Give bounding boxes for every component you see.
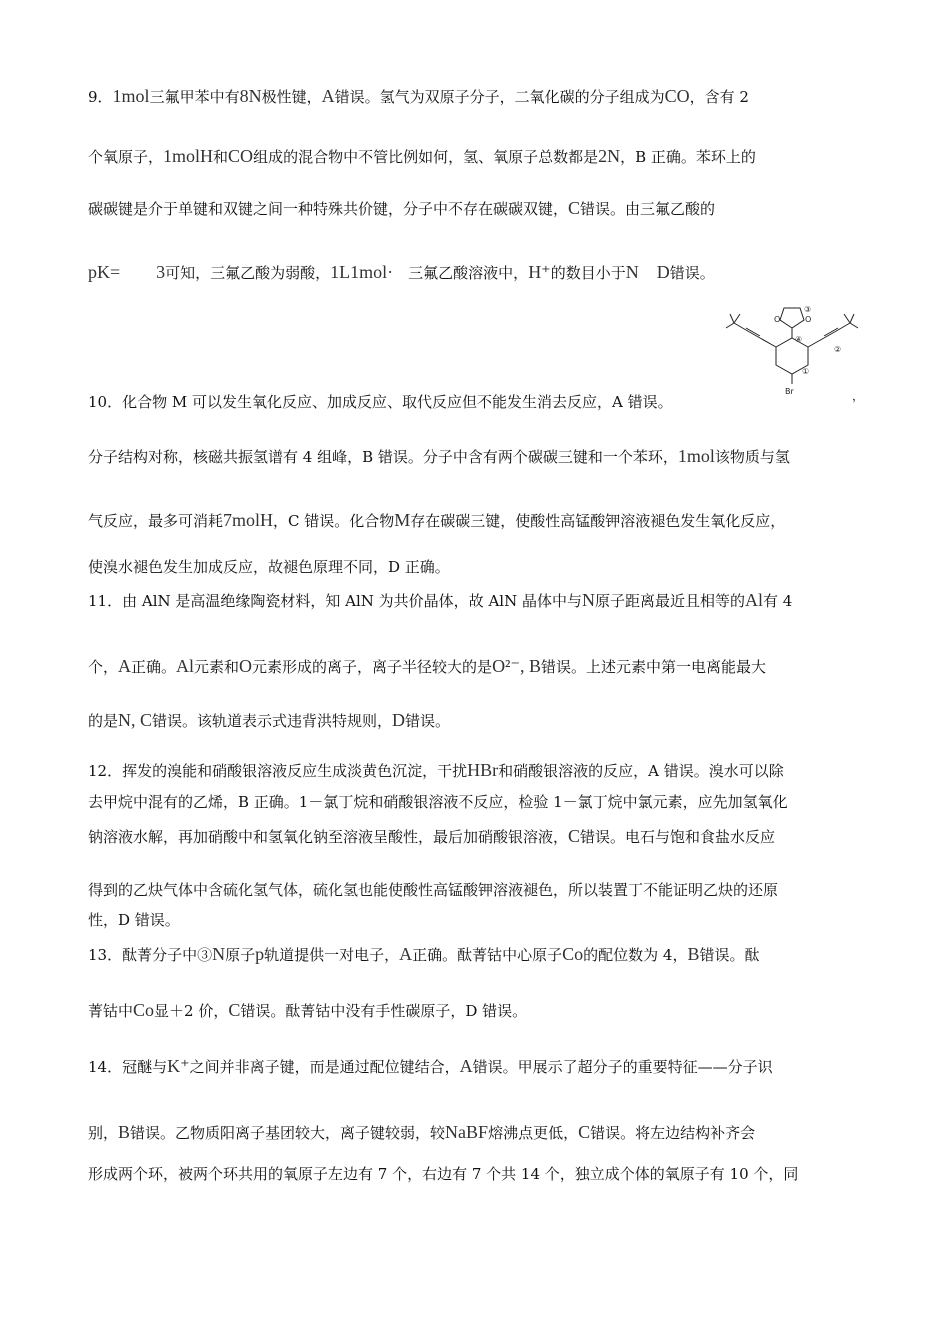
- formula-span: CO: [228, 146, 254, 166]
- formula-span: C: [568, 826, 581, 846]
- formula-span: 2N: [598, 146, 621, 166]
- formula-span: B: [118, 1122, 131, 1142]
- text-span: 正确。酞菁钴中心原子: [412, 946, 563, 964]
- text-line: [88, 392, 673, 412]
- text-span: 菁钴中: [88, 1002, 134, 1020]
- text-span: 错误。由三氟乙酸的: [580, 200, 716, 218]
- text-span: 性，D 错误。: [88, 911, 180, 929]
- position-label-2: ②: [834, 345, 842, 354]
- formula-span: N: [212, 944, 226, 964]
- formula-span: Co: [133, 1000, 155, 1020]
- formula-span: A: [118, 656, 132, 676]
- formula-span: = 3: [110, 262, 166, 282]
- text-span: 有 4: [762, 592, 793, 610]
- text-span: 11．由 AlN 是高温绝缘陶瓷材料，知 AlN 为共价晶体，故 AlN 晶体中与: [88, 592, 582, 610]
- position-label-4: ④: [795, 335, 803, 344]
- text-line: [88, 557, 450, 577]
- formula-span: B: [687, 944, 700, 964]
- text-span: 和: [213, 148, 229, 166]
- formula-span: N D: [625, 262, 670, 282]
- text-span: 错误。氢气为双原子分子，二氧化碳的分子组成为: [334, 88, 665, 106]
- text-span: 轨道提供一对电子，: [264, 946, 400, 964]
- text-span: 别，: [88, 1124, 119, 1142]
- text-span: 原子距离最近且相等的: [594, 592, 745, 610]
- text-line: [88, 86, 749, 107]
- text-span: 去甲烷中混有的乙烯，B 正确。1－氯丁烷和硝酸银溶液不反应，检验 1－氯丁烷中氯元素，应先加氢氧化: [88, 793, 788, 811]
- position-label-3: ③: [804, 305, 812, 314]
- formula-span: CO: [664, 86, 690, 106]
- text-span: 的配位数为 4，: [583, 946, 688, 964]
- text-span: 可知，三氟乙酸为弱酸，: [165, 264, 331, 282]
- text-span: 12．挥发的溴能和硝酸银溶液反应生成淡黄色沉淀，干扰: [88, 762, 468, 780]
- formula-span: p: [255, 944, 265, 964]
- text-span: 错误。甲展示了超分子的重要特征——分子识: [472, 1058, 773, 1076]
- formula-span: C: [568, 198, 581, 218]
- text-span: 之间并非离子键，而是通过配位键结合，: [189, 1058, 460, 1076]
- text-line: [88, 1122, 755, 1143]
- formula-span: A: [459, 1056, 473, 1076]
- formula-span: Co: [562, 944, 584, 964]
- text-span: 错误。酞: [699, 946, 760, 964]
- text-span: 错误。电石与饱和食盐水反应: [580, 828, 776, 846]
- text-span: 组成的混合物中不管比例如何，氢、氧原子总数都是: [253, 148, 599, 166]
- dioxolane-ring: [780, 308, 804, 328]
- text-span: 得到的乙炔气体中含硫化氢气体，硫化氢也能使酸性高锰酸钾溶液褪色，所以装置丁不能证明乙炔的还原: [88, 881, 779, 899]
- text-span: 错误。: [669, 264, 715, 282]
- formula-span: NaBF: [445, 1122, 489, 1142]
- text-span: 个，: [88, 658, 119, 676]
- text-span: 错误。该轨道表示式违背洪特规则，: [152, 712, 393, 730]
- text-line: [88, 792, 788, 812]
- text-span: 9．: [88, 88, 113, 106]
- formula-span: C: [578, 1122, 591, 1142]
- formula-span: HBr: [467, 760, 499, 780]
- formula-span: K⁺: [167, 1056, 190, 1076]
- text-span: 13．酞菁分子中③: [88, 946, 213, 964]
- text-span: 元素和: [194, 658, 240, 676]
- text-line: [88, 198, 715, 219]
- formula-span: 7molH: [223, 510, 274, 530]
- text-span: 14．冠醚与: [88, 1058, 168, 1076]
- text-span: 三氟乙酸溶液中，: [393, 264, 529, 282]
- text-span: 碳碳键是介于单键和双键之间一种特殊共价键，分子中不存在碳碳双键，: [88, 200, 569, 218]
- text-span: 的是: [88, 712, 119, 730]
- oxygen-label-left: O: [774, 315, 781, 324]
- formula-span: 1mol: [677, 446, 715, 466]
- text-span: 错误。将左边结构补齐会: [590, 1124, 756, 1142]
- formula-span: pK: [88, 262, 110, 282]
- text-span: 和硝酸银溶液的反应，A 错误。溴水可以除: [498, 762, 784, 780]
- text-line: [88, 944, 760, 965]
- formula-span: O²⁻, B: [492, 656, 541, 676]
- text-line: [88, 590, 792, 611]
- text-span: 正确。: [131, 658, 177, 676]
- formula-span: 8N: [239, 86, 262, 106]
- text-line: [88, 910, 180, 930]
- text-span: 使溴水褪色发生加成反应，故褪色原理不同，D 正确。: [88, 558, 450, 576]
- formula-span: H⁺: [528, 262, 551, 282]
- text-line: [88, 262, 715, 283]
- text-span: 错误。乙物质阳离子基团较大，离子键较弱，较: [130, 1124, 446, 1142]
- text-span: 形成两个环，被两个环共用的氧原子左边有 7 个，右边有 7 个共 14 个，独立成个体的氧原子有 10 个，同: [88, 1165, 799, 1183]
- oxygen-label-right: O: [805, 315, 812, 324]
- compound-m-structure: [722, 300, 865, 420]
- formula-span: 1L1mol·: [330, 262, 394, 282]
- formula-span: Al: [744, 590, 763, 610]
- formula-span: N: [581, 590, 595, 610]
- text-span: 原子: [225, 946, 256, 964]
- text-line: [88, 1164, 798, 1184]
- text-line: [88, 510, 785, 531]
- text-span: ，C 错误。化合物: [273, 512, 395, 530]
- text-span: 存在碳碳三键，使酸性高锰酸钾溶液褪色发生氧化反应，: [410, 512, 786, 530]
- bromo-substituent: Br: [785, 387, 794, 396]
- text-span: ，B 正确。苯环上的: [620, 148, 756, 166]
- text-span: 错误。酞菁钴中没有手性碳原子，D 错误。: [240, 1002, 528, 1020]
- position-label-1: ①: [802, 367, 810, 376]
- text-span: 极性键，: [261, 88, 322, 106]
- text-span: 10．化合物 M 可以发生氧化反应、加成反应、取代反应但不能发生消去反应，A 错误。: [88, 393, 673, 411]
- formula-span: O: [239, 656, 253, 676]
- text-line: [88, 710, 450, 731]
- text-span: 个氧原子，: [88, 148, 164, 166]
- text-span: 错误。: [405, 712, 451, 730]
- text-line: [88, 1000, 527, 1021]
- text-span: 三氟甲苯中有: [149, 88, 240, 106]
- formula-span: 1mol: [112, 86, 150, 106]
- text-line: [88, 760, 784, 781]
- formula-span: C: [228, 1000, 241, 1020]
- text-span: 钠溶液水解，再加硝酸中和氢氧化钠至溶液呈酸性，最后加硝酸银溶液，: [88, 828, 569, 846]
- text-span: 该物质与氢: [714, 448, 790, 466]
- formula-span: N, C: [118, 710, 153, 730]
- text-line: [88, 1056, 773, 1077]
- formula-span: D: [392, 710, 406, 730]
- text-span: 的数目小于: [550, 264, 626, 282]
- formula-span: A: [399, 944, 413, 964]
- formula-span: A: [321, 86, 335, 106]
- formula-span: M: [394, 510, 411, 530]
- text-line: [88, 656, 766, 677]
- text-span: 熔沸点更低，: [488, 1124, 579, 1142]
- text-line: [88, 446, 790, 467]
- formula-span: Al: [176, 656, 195, 676]
- trailing-comma: ，: [852, 389, 865, 403]
- text-span: 错误。上述元素中第一电离能最大: [540, 658, 766, 676]
- text-span: 显＋2 价，: [154, 1002, 229, 1020]
- formula-span: 1molH: [163, 146, 214, 166]
- text-span: 气反应，最多可消耗: [88, 512, 224, 530]
- text-line: [88, 146, 756, 167]
- text-line: [88, 826, 775, 847]
- text-span: 分子结构对称，核磁共振氢谱有 4 组峰，B 错误。分子中含有两个碳碳三键和一个苯环，: [88, 448, 678, 466]
- text-span: 元素形成的离子，离子半径较大的是: [252, 658, 493, 676]
- text-span: ，含有 2: [689, 88, 749, 106]
- text-line: [88, 880, 778, 900]
